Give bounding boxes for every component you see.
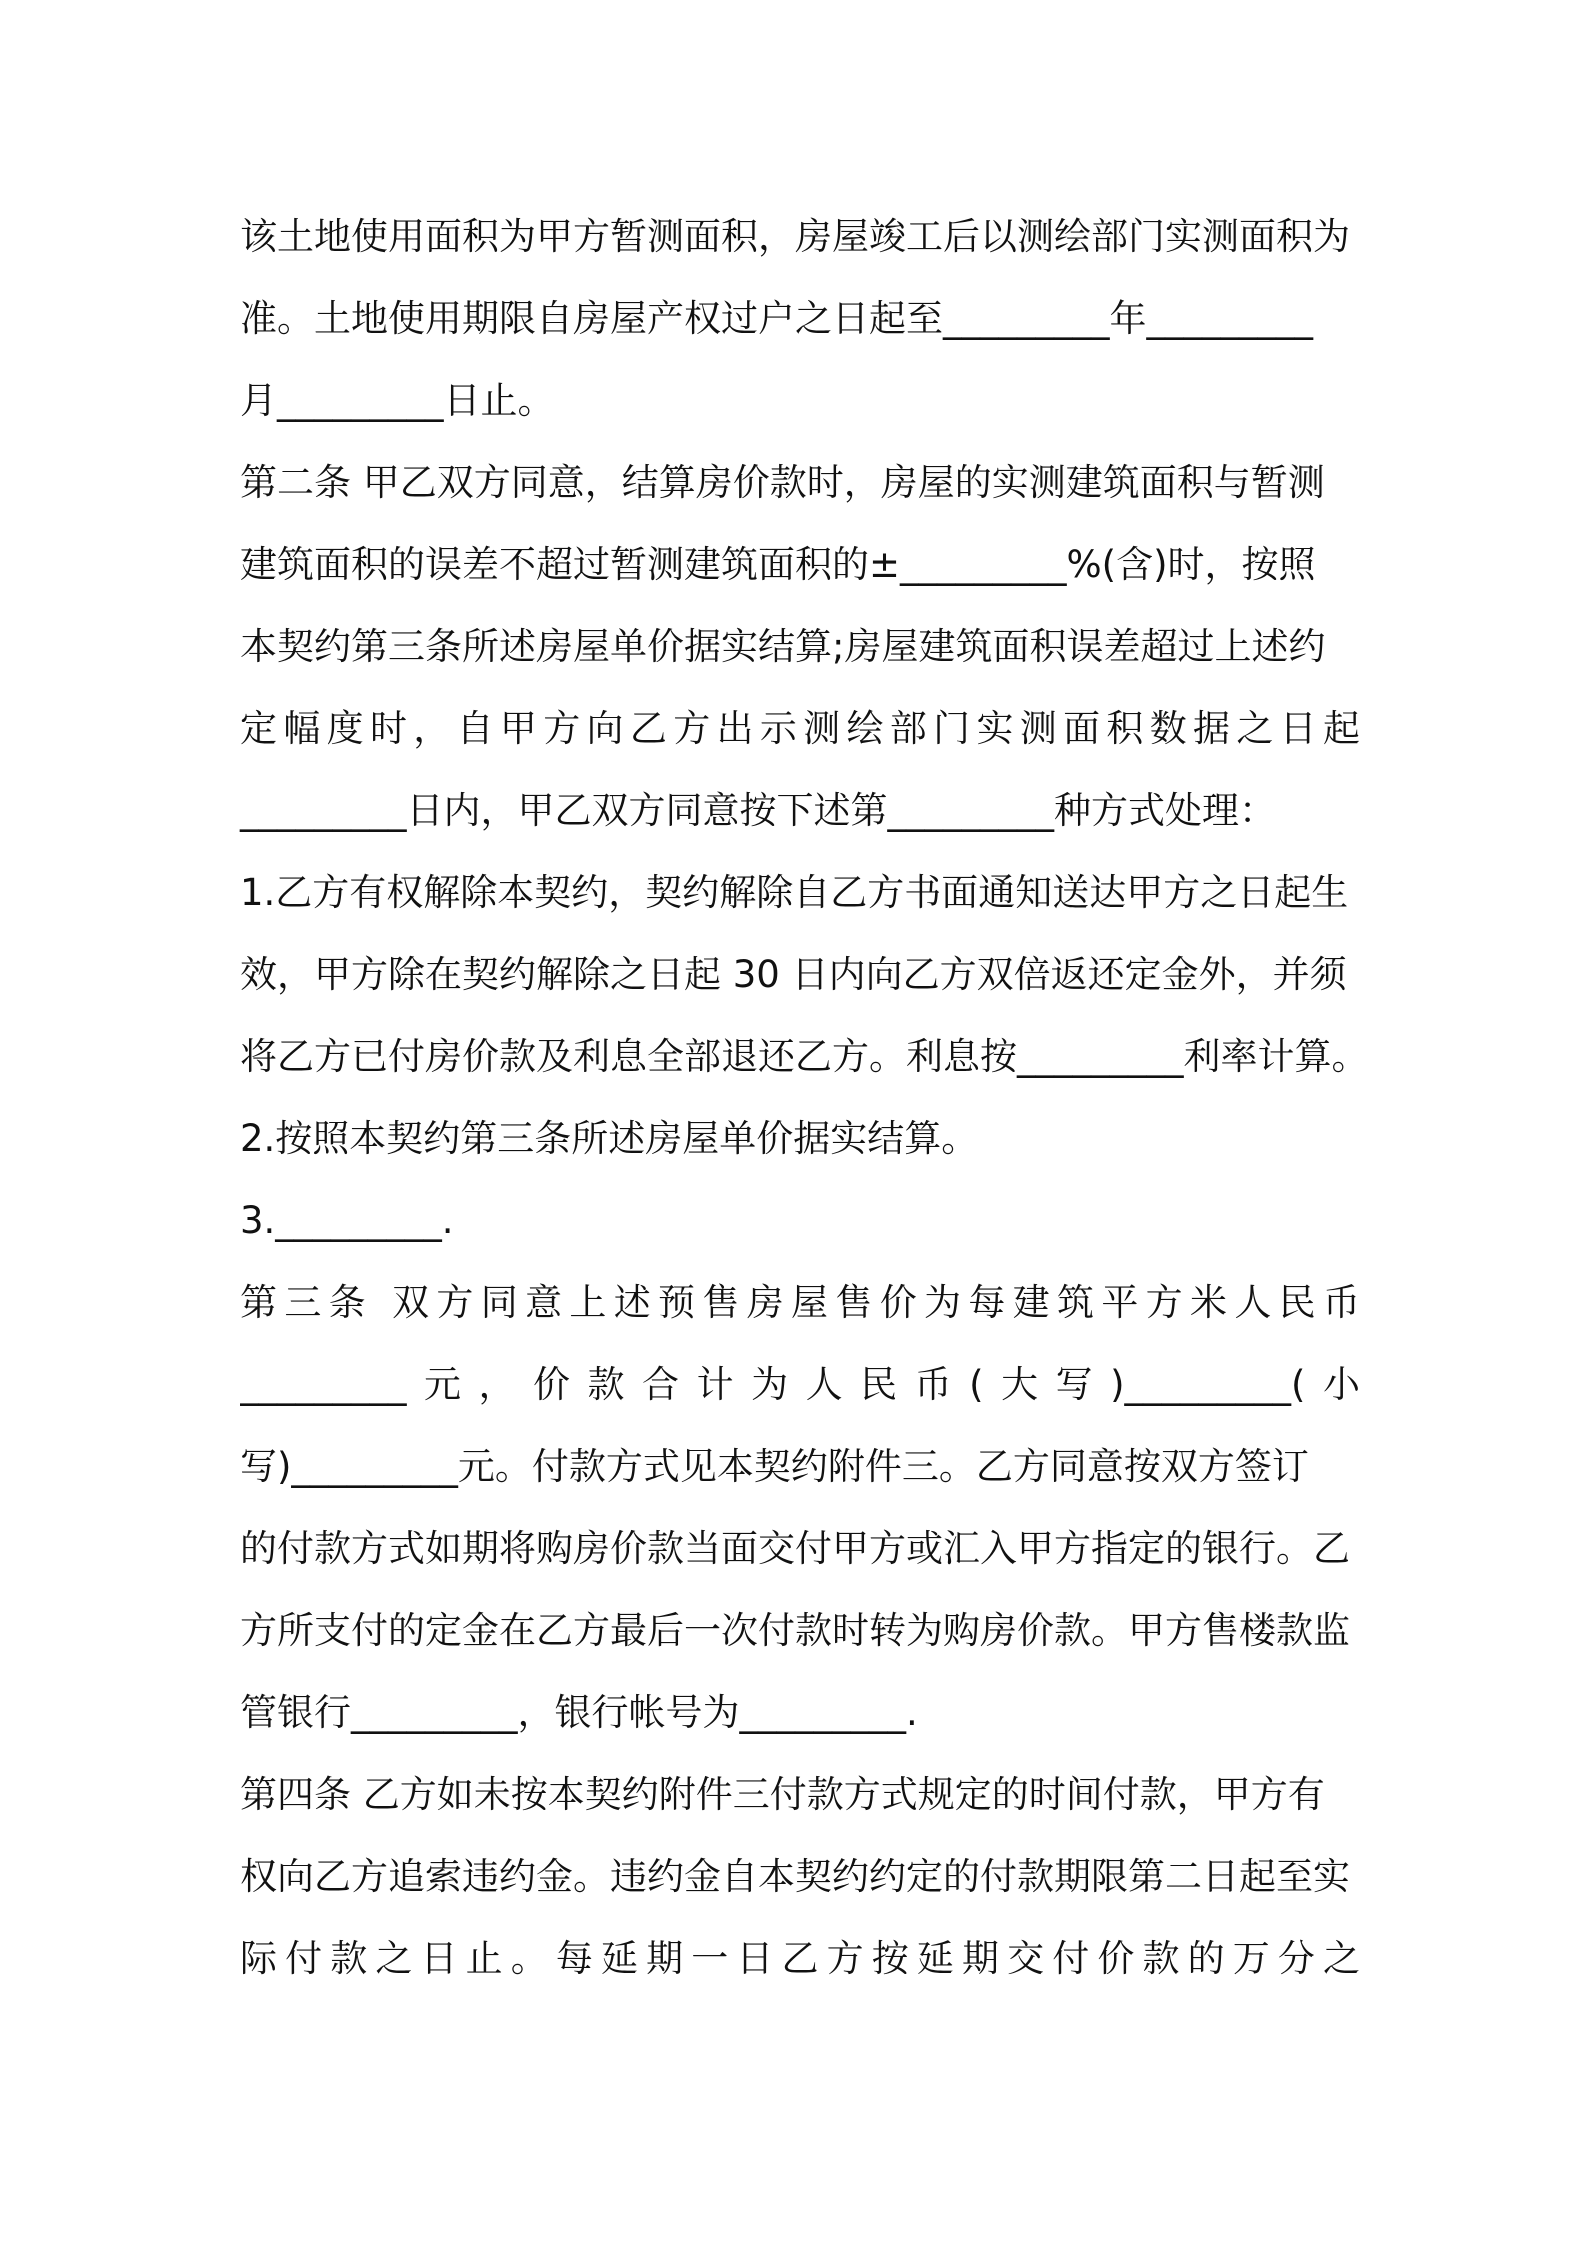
option-1-line-2: 效，甲方除在契约解除之日起 30 日内向乙方双倍返还定金外，并须 [240,953,1347,996]
article-3-line-3: 写)_________元。付款方式见本契约附件三。乙方同意按双方签订 [240,1445,1309,1488]
article-2-line-4: 定幅度时，自甲方向乙方出示测绘部门实测面积数据之日起 [240,707,1360,750]
article-2-line-3: 本契约第三条所述房屋单价据实结算;房屋建筑面积误差超过上述约 [240,625,1326,668]
article-3-line-6: 管银行_________，银行帐号为_________. [240,1691,918,1734]
option-1-line-3: 将乙方已付房价款及利息全部退还乙方。利息按_________利率计算。 [240,1035,1369,1078]
document-body [240,196,1369,2000]
article-3-line-5: 方所支付的定金在乙方最后一次付款时转为购房价款。甲方售楼款监 [240,1609,1350,1652]
text-line-3: 月_________日止。 [240,379,555,422]
article-3-line-1: 第三条 双方同意上述预售房屋售价为每建筑平方米人民币 [240,1281,1360,1324]
option-1-line-1: 1.乙方有权解除本契约，契约解除自乙方书面通知送达甲方之日起生 [240,871,1349,914]
text-line-1: 该土地使用面积为甲方暂测面积，房屋竣工后以测绘部门实测面积为 [240,215,1350,258]
text-line-2: 准。土地使用期限自房屋产权过户之日起至_________年_________ [240,297,1313,340]
option-3-line: 3._________. [240,1199,454,1242]
article-3-line-4: 的付款方式如期将购房价款当面交付甲方或汇入甲方指定的银行。乙 [240,1527,1350,1570]
article-2-line-1: 第二条 甲乙双方同意，结算房价款时，房屋的实测建筑面积与暂测 [240,461,1325,504]
article-2-line-5: _________日内，甲乙双方同意按下述第_________种方式处理： [240,789,1276,832]
article-4-line-2: 权向乙方追索违约金。违约金自本契约约定的付款期限第二日起至实 [240,1855,1350,1898]
option-2-line: 2.按照本契约第三条所述房屋单价据实结算。 [240,1117,979,1160]
article-4-line-3: 际付款之日止。每延期一日乙方按延期交付价款的万分之 [240,1937,1360,1980]
article-3-line-2: _________元，价款合计为人民币(大写)_________(小 [240,1363,1360,1406]
article-2-line-2: 建筑面积的误差不超过暂测建筑面积的±_________%(含)时，按照 [240,543,1316,586]
article-4-line-1: 第四条 乙方如未按本契约附件三付款方式规定的时间付款，甲方有 [240,1773,1325,1816]
